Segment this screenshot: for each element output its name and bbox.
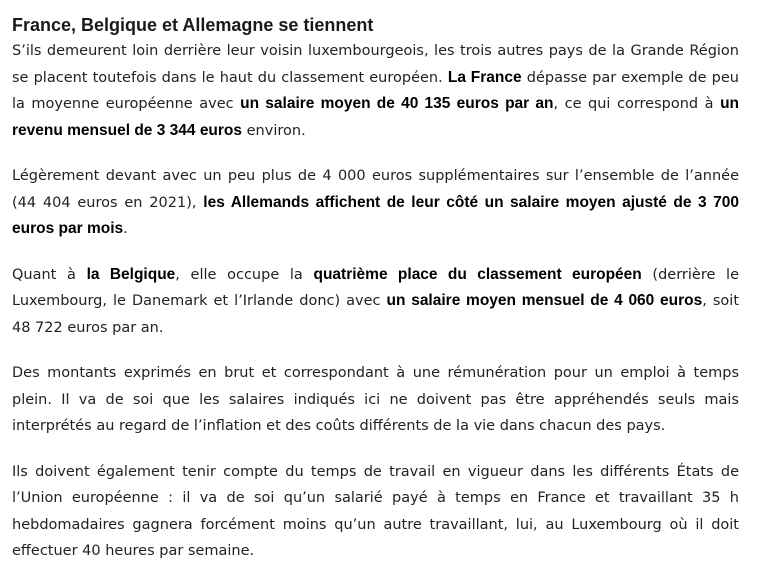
paragraph-text: , elle occupe la — [175, 266, 314, 283]
paragraph-text: (derrière le Luxembourg, le Danemark et l’Irlande donc) avec — [12, 266, 739, 309]
paragraph-text: Quant à — [12, 266, 87, 283]
paragraph-text: environ. — [242, 122, 306, 139]
paragraph-text: , soit 48 722 euros par an. — [12, 293, 739, 336]
bold-highlight: un revenu mensuel de 3 344 euros — [12, 95, 739, 139]
paragraph-text: Des montants exprimés en brut et correspondant à une rémunération pour un emploi à temps plein. Il va de soi que les salaires indiqués ici ne doivent pas être appréhendés seuls mais interprétés au regard de l’inflation et des coûts différents de la vie dans chacun des pays. — [12, 365, 739, 434]
article-body — [12, 38, 739, 565]
article-paragraph — [12, 38, 739, 144]
article-paragraph — [12, 163, 739, 243]
bold-highlight: La France — [447, 68, 522, 86]
bold-highlight: les Allemands affichent de leur côté un salaire moyen ajusté de 3 700 euros par mois — [12, 193, 739, 237]
paragraph-text: S’ils demeurent loin derrière leur voisin luxembourgeois, les trois autres pays de la Grande Région se placent toutefois dans le haut du classement européen. — [12, 43, 739, 86]
paragraph-text: Ils doivent également tenir compte du temps de travail en vigueur dans les différents États de l’Union européenne : il va de soi qu’un salarié payé à temps en France et travaillant 35 h hebdomadaires gagnera forcément moins qu’un autre travaillant, lui, au Luxembourg où il doit effectuer 40 heures par semaine. — [12, 463, 739, 559]
article-heading: France, Belgique et Allemagne se tiennent — [12, 15, 374, 35]
article — [12, 0, 739, 565]
article-paragraph — [12, 262, 739, 342]
paragraph-text: Légèrement devant avec un peu plus de 4 000 euros supplémentaires sur l’ensemble de l’année (44 404 euros en 2021), — [12, 168, 739, 211]
bold-highlight: quatrième place du classement européen — [313, 265, 642, 283]
article-paragraph — [12, 459, 739, 565]
bold-highlight: la Belgique — [86, 265, 176, 283]
paragraph-text: , ce qui correspond à — [553, 96, 721, 112]
bold-highlight: un salaire moyen de 40 135 euros par an — [240, 95, 554, 112]
bold-highlight: un salaire moyen mensuel de 4 060 euros — [386, 292, 703, 309]
article-paragraph — [12, 360, 739, 440]
paragraph-text: . — [123, 221, 128, 237]
paragraph-text: dépasse par exemple de peu la moyenne européenne avec — [12, 69, 740, 112]
